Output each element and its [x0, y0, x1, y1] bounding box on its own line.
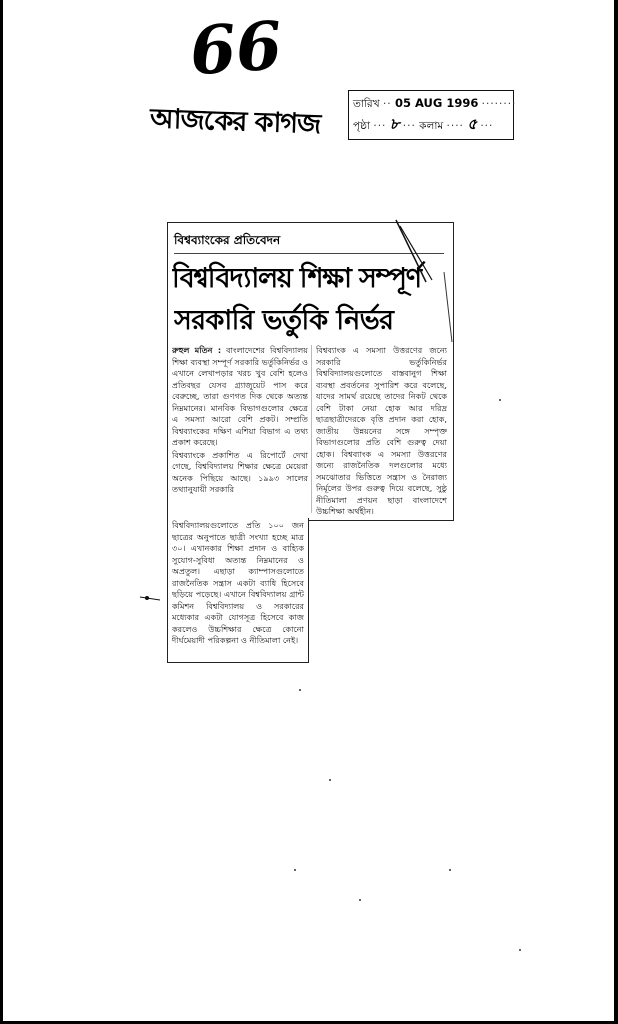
article-column-continuation	[172, 520, 304, 658]
stamp-page-label: পৃষ্ঠা	[353, 120, 371, 132]
stamp-page-row: পৃষ্ঠা ··· ৮ ··· কলাম ···· ৫ ···	[353, 115, 494, 133]
article-column-right	[316, 345, 447, 515]
paragraph-1-text: বাংলাদেশের বিশ্ববিদ্যালয় শিক্ষা ব্যবস্থা সম্পূর্ণ সরকারি ভর্তুকিনির্ভর ও এখানে লেখাপড়ার খরচ খুব বেশি হলেও প্রতিবছর যেসব গ্র্যাজুয়েট পাস করে বেরুচ্ছে, তারা গুণগত দিক থেকে অত্যন্ত নিম্নমানের। মানবিক বিভাগগুলোর ক্ষেত্রে এ সমস্যা আরো বেশি প্রকট। সম্প্রতি বিশ্বব্যাংকের দক্ষিণ এশিয়া বিভাগ এ তথ্য প্রকাশ করেছে।	[172, 345, 308, 447]
article-paragraph-right: বিশ্বব্যাংক এ সমস্যা উত্তরণের জন্যে সরকারি ভর্তুকিনির্ভর বিশ্ববিদ্যালয়গুলোতে বাস্তবানুগ শিক্ষা ব্যবস্থা প্রবর্তনের সুপারিশ করে বলেছে, যাদের সামর্থ রয়েছে তাদের নিকট থেকে বেশি টাকা নেয়া হোক আর দরিদ্র ছাত্রছাত্রীদেরকে বৃত্তি প্রদান করা হোক, জাতীয় উন্নয়নের সঙ্গে সম্পৃক্ত বিভাগগুলোর প্রতি বেশি গুরুত্ব দেয়া হোক। বিশ্বব্যাংক এ সমস্যা উত্তরণের জন্যে রাজনৈতিক দলগুলোর মধ্যে সমঝোতার ভিত্তিতে সন্ত্রাস ও নৈরাজ্য নির্মূলের উপর গুরুত্ব দিয়ে বলেছে, সুষ্ঠু নীতিমালা প্রণয়ন ছাড়া বাংলাদেশে উচ্চশিক্ষা অর্থহীন।	[316, 345, 447, 515]
stamp-page-value: ৮	[389, 115, 400, 133]
article-paragraph-continuation: বিশ্ববিদ্যালয়গুলোতে প্রতি ১০০ জন ছাত্রের অনুপাতে ছাত্রী সংখ্যা হচ্ছে মাত্র ৩০। এখানকার শিক্ষা প্রদান ও বাহ্যিক সুযোগ-সুবিধা অত্যন্ত নিম্নমানের ও অপ্রতুল। এছাড়া ক্যাম্পাসগুলোতে রাজনৈতিক সন্ত্রাস একটা ব্যাধি হিসেবে ছড়িয়ে পড়েছে। এখানে বিশ্ববিদ্যালয় গ্রান্ট কমিশন বিশ্ববিদ্যালয় ও সরকারের মধ্যেকার একটা যোগসূত্র হিসেবে কাজ করলেও উচ্চশিক্ষার ক্ষেত্রে কোনো দীর্ঘমেয়াদী পরিকল্পনা ও নীতিমালা নেই।	[172, 520, 304, 645]
stamp-date-row: তারিখ ·· 05 AUG 1996 ········	[353, 96, 517, 110]
article-paragraph-1	[172, 345, 308, 449]
scan-edge-right	[614, 0, 618, 1024]
stamp-column-value: ৫	[467, 115, 477, 133]
news-clipping-continuation	[167, 518, 309, 663]
article-paragraph-2: বিশ্বব্যাংকে প্রকাশিত এ রিপোর্টে দেখা গেছে, বিশ্ববিদ্যালয় শিক্ষার ক্ষেত্রে মেয়েরা অনেক পিছিয়ে আছে। ১৯৯৩ সালের তথ্যানুযায়ী সরকারি	[172, 449, 308, 494]
pen-marks	[386, 212, 466, 352]
scan-edge-left	[0, 0, 3, 1024]
stamp-date-label: তারিখ	[353, 98, 380, 110]
date-stamp	[348, 90, 517, 140]
article-column-left	[172, 345, 308, 516]
headline-line-1: বিশ্ববিদ্যালয় শিক্ষা সম্পূর্ণ	[172, 263, 421, 294]
column-divider	[311, 345, 312, 513]
byline: রুহুল মতিন :	[172, 345, 222, 355]
article-kicker: বিশ্বব্যাংকের প্রতিবেদন	[174, 233, 281, 247]
handwritten-page-number: 66	[187, 6, 285, 91]
newspaper-masthead: আজকের কাগজ	[149, 103, 321, 141]
stamp-date-value: 05 AUG 1996	[394, 96, 479, 110]
headline-line-2: সরকারি ভর্তুকি নির্ভর	[174, 305, 394, 336]
stamp-column-label: কলাম	[419, 120, 444, 132]
